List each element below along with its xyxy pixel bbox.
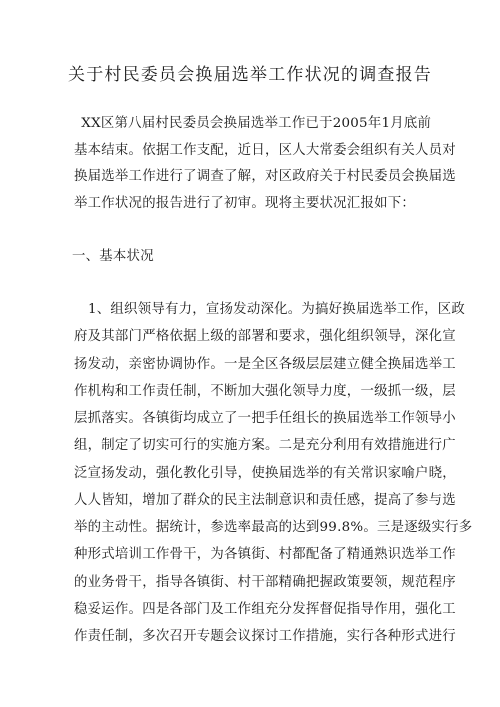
intro-line: XX区第八届村民委员会换届选举工作已于2005年1月底前 (54, 116, 432, 131)
section-heading: 一、基本状况 (72, 249, 154, 264)
body-line: 举的主动性。据统计，参选率最高的达到99.8%。三是逐级实行多 (74, 520, 473, 535)
body-line: 种形式培训工作骨干，为各镇街、村都配备了精通熟识选举工作 (74, 547, 456, 563)
intro-line: 基本结束。依据工作支配，近日，区人大常委会组织有关人员对 (74, 142, 456, 158)
body-line: 1、组织领导有力，宣扬发动深化。为搞好换届选举工作，区政 (88, 302, 466, 317)
body-line: 作责任制，多次召开专题会议探讨工作措施，实行各种形式进行 (74, 629, 456, 644)
intro-line: 换届选举工作进行了调查了解，对区政府关于村民委员会换届选 (74, 169, 456, 184)
body-line: 组，制定了切实可行的实施方案。二是充分利用有效措施进行广 (74, 438, 456, 454)
section-heading-block (74, 243, 434, 270)
body-line: 的业务骨干，指导各镇街、村干部精确把握政策要领，规范程序 (74, 574, 456, 590)
body-line: 人人皆知，增加了群众的民主法制意识和责任感，提高了参与选 (74, 492, 456, 508)
intro-paragraph (54, 111, 456, 217)
intro-line: 举工作状况的报告进行了初审。现将主要状况汇报如下： (74, 195, 416, 211)
body-line: 层抓落实。各镇街均成立了一把手任组长的换届选举工作领导小 (74, 411, 456, 426)
body-line: 泛宣扬发动，强化教化引导，使换届选举的有关常识家喻户晓， (74, 465, 456, 481)
body-line: 作机构和工作责任制，不断加大强化领导力度，一级抓一级，层 (74, 383, 456, 399)
body-paragraph (74, 296, 473, 650)
document-title: 关于村民委员会换届选举工作状况的调查报告 (68, 65, 432, 85)
body-line: 稳妥运作。四是各部门及工作组充分发挥督促指导作用，强化工 (74, 601, 456, 617)
body-line: 府及其部门严格依据上级的部署和要求，强化组织领导，深化宣 (74, 329, 456, 345)
body-line: 扬发动，亲密协调协作。一是全区各级层层建立健全换届选举工 (74, 356, 456, 372)
